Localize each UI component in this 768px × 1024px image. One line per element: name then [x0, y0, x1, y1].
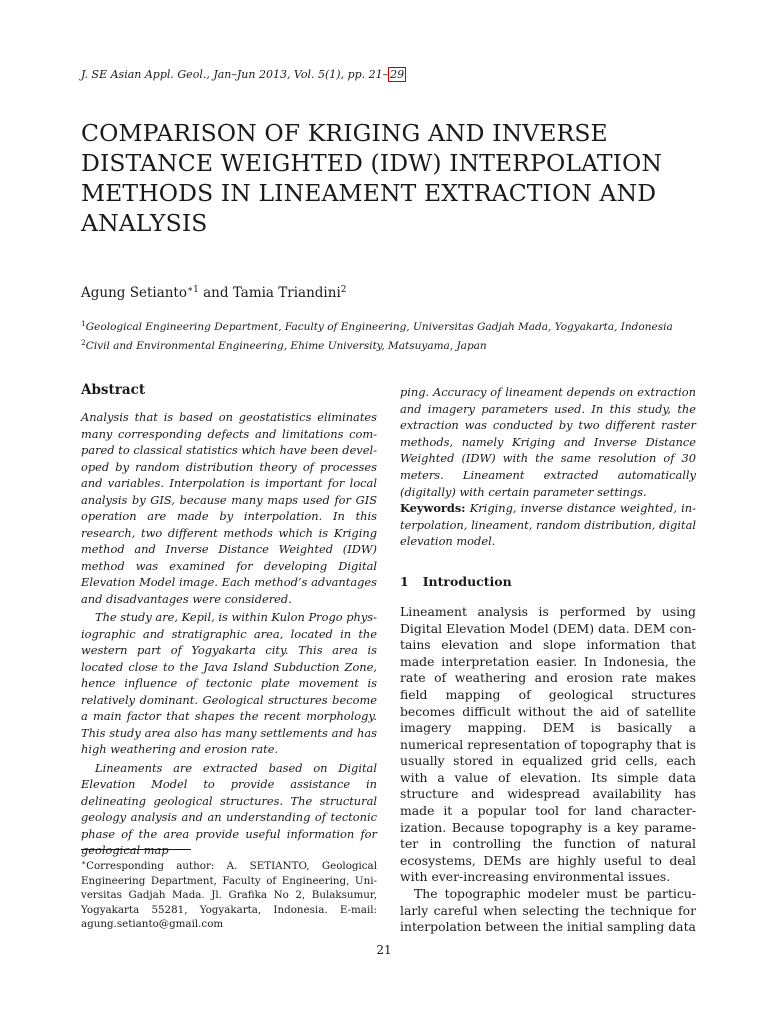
intro-paragraph: The topographic modeler must be particularly careful when selecting the technique for interpolation between the initial sampling data — [400, 886, 696, 935]
footnote-text: Corresponding author: A. SETIANTO, Geological Engineering Department, Faculty of Engineering, Universitas Gadjah Mada. Jl. Grafika No 2, Bulaksumur, Yogyakarta 55281, Yogyakarta, Indonesia. E-mail: agung.setianto@gmail.com — [81, 860, 377, 931]
abstract-paragraph: Lineaments are extracted based on Digital Elevation Model to provide assistance in delineating geological structures. The structural geology analysis and an understanding of tectonic phase of the area provide useful information for geological map — [81, 760, 377, 857]
author-2-mark: 2 — [340, 285, 347, 295]
journal-citation — [81, 68, 406, 81]
abstract-paragraph: The study are, Kepil, is within Kulon Progo physiographic and stratigraphic area, located in the western part of Yogyakarta city. This area is located close to the Java Island Subduction Zone, hence influence of tectonic plate movement is relatively dominant. Geological structures become a main factor that shapes the recent morphology. This study area also has many settlements and has high weathering and erosion rate. — [81, 610, 377, 756]
paper-title: COMPARISON OF KRIGING AND INVERSE DISTANCE WEIGHTED (IDW) INTERPOLATION METHODS IN LINEAMENT EXTRACTION AND ANALYSIS — [81, 119, 663, 237]
section-heading — [400, 574, 696, 589]
intro-paragraph: Lineament analysis is performed by using Digital Elevation Model (DEM) data. DEM contains elevation and slope information that made interpretation easier. In Indonesia, the rate of weathering and erosion rate makes field mapping of geological structures becomes difficult without the aid of satellite imagery mapping. DEM is basically a numerical representation of topography that is usually stored in equalized grid cells, each with a value of elevation. Its simple data structure and widespread availability has made it a popular tool for land characterization. Because topography is a key parameter in controlling the function of natural ecosystems, DEMs are highly useful to deal with ever-increasing environmental issues. — [400, 603, 696, 885]
introduction-body — [400, 604, 696, 936]
keywords-text: Kriging, inverse distance weighted, interpolation, lineament, random distribution, digital elevation model. — [400, 501, 696, 549]
section-title: Introduction — [422, 573, 512, 589]
affiliation-2 — [81, 335, 673, 354]
journal-citation-text: J. SE Asian Appl. Geol., Jan–Jun 2013, Vol. 5(1), pp. 21– — [81, 68, 389, 81]
abstract-heading: Abstract — [81, 382, 146, 398]
author-2: Tamia Triandini — [232, 285, 341, 301]
last-page-link[interactable]: 29 — [390, 68, 405, 81]
section-number: 1 — [400, 573, 409, 589]
affiliation-1 — [81, 316, 673, 335]
page-number: 21 — [376, 943, 392, 957]
keywords — [400, 500, 696, 550]
affiliation-mark: 2 — [81, 338, 86, 347]
author-1-mark: ∗1 — [187, 285, 199, 295]
affiliations — [81, 316, 673, 354]
author-conjunction: and — [198, 285, 233, 301]
corresponding-author-footnote — [81, 856, 377, 932]
affiliation-mark: 1 — [81, 319, 86, 328]
abstract-continuation: ping. Accuracy of lineament depends on extraction and imagery parameters used. In this study, the extraction was conducted by two different raster methods, namely Kriging and Inverse Distance Weighted (IDW) with the same resolution of 30 meters. Lineament extracted automatically (digitally) with certain parameter settings. — [400, 385, 696, 499]
affiliation-text: Geological Engineering Department, Faculty of Engineering, Universitas Gadjah Mada, Yogyakarta, Indonesia — [85, 321, 673, 333]
author-1: Agung Setianto — [81, 285, 187, 301]
author-line — [81, 285, 347, 301]
footnote-mark: ∗ — [81, 858, 87, 867]
footnote-divider — [81, 849, 191, 850]
right-column — [400, 384, 696, 936]
affiliation-text: Civil and Environmental Engineering, Ehime University, Matsuyama, Japan — [85, 340, 487, 352]
abstract-body — [81, 409, 377, 859]
abstract-paragraph: Analysis that is based on geostatistics eliminates many corresponding defects and limitations compared to classical statistics which have been developed by random distribution theory of processes and variables. Interpolation is important for local analysis by GIS, because many maps used for GIS operation are made by interpolation. In this research, two different methods which is Kriging method and Inverse Distance Weighted (IDW) method was examined for developing Digital Elevation Model image. Each method’s advantages and disadvantages were considered. — [81, 410, 377, 606]
keywords-label: Keywords: — [400, 501, 466, 516]
left-column — [81, 382, 377, 859]
